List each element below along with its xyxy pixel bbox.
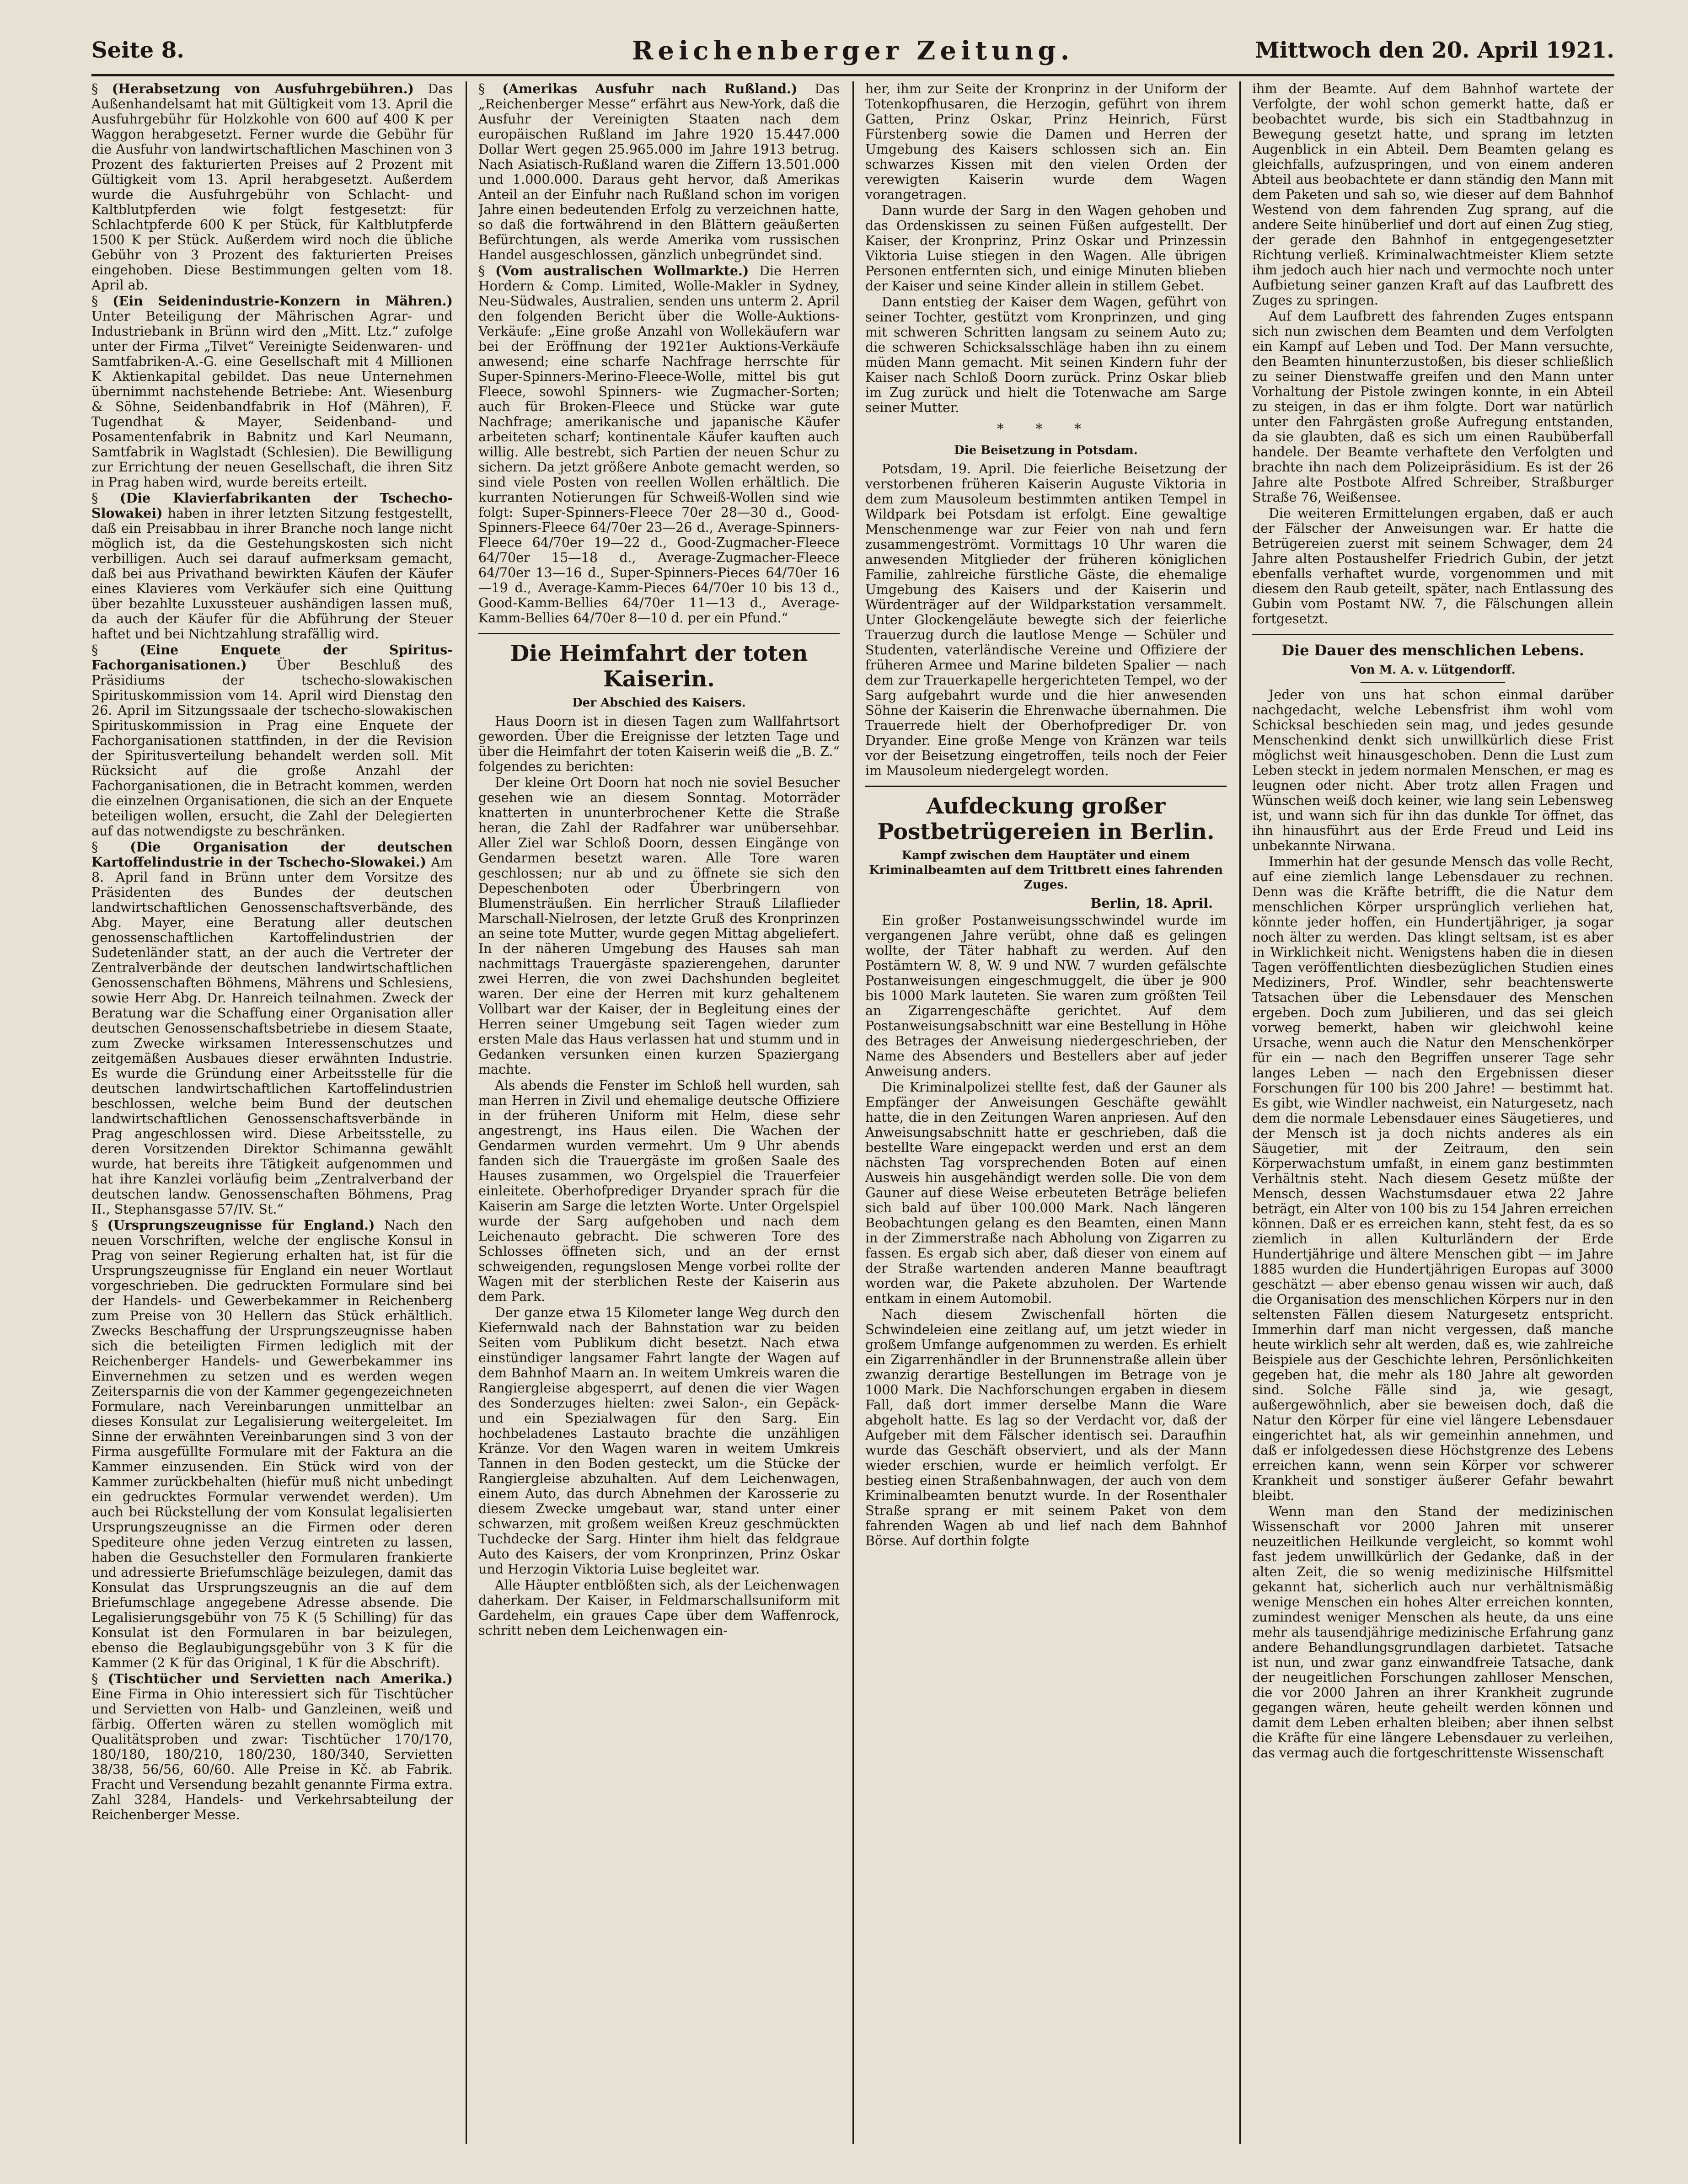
article-paragraph: Die weiteren Ermittelungen ergaben, daß er auch der Fälscher der Anweisungen war. Er hatte die Betrügereien zuerst mit seinem Schwager, dem 24 Jahre alten Postaushelfer Friedrich Gubin, der jetzt ebenfalls verhaftet wurde, vorgenommen und mit diesem den Raub geteilt, später, nach Entlassung des Gubin vom Postamt NW. 7, die Fälschungen allein fortgesetzt.: [1252, 506, 1613, 626]
article-subhead: Der Abschied des Kaisers.: [572, 696, 746, 710]
item-keyword: (Herabsetzung von Ausfuhrgebühren.): [112, 81, 414, 96]
item-keyword: (Vom australischen Wollmarkte.): [495, 263, 749, 278]
news-item: § (Amerikas Ausfuhr nach Rußland.) Das „Reichenberger Messe“ erfährt aus New-York, daß die Ausfuhr der Vereinigten Staaten nach dem europäischen Rußland im Jahre 1920 15.447.000 Dollar Wert gegen 25.965.000 im Jahre 1913 betrug. Nach Asiatisch-Rußland waren die Ziffern 13.501.000 und 1.000.000. Daraus geht hervor, daß Amerikas Anteil an der Einfuhr nach Rußland schon im vorigen Jahre einen bedeutenden Erfolg zu verzeichnen hatte, so daß die fortwährend in den Blättern geäußerten Befürchtungen, als werde Amerika vom russischen Handel ausgeschlossen, gänzlich unbegründet sind.: [478, 81, 840, 262]
article-paragraph: ihm der Beamte. Auf dem Bahnhof wartete der Verfolgte, der wohl schon gemerkt hatte, daß er beobachtet wurde, bis sich ein Stadtbahnzug in Bewegung gesetzt hatte, und sprang im letzten Augenblick in ein Abteil. Dem Beamten gelang es gleichfalls, aufzuspringen, und von einem anderen Abteil aus beobachtete er dann ständig den Mann mit dem Paketen und sah so, wie dieser auf dem Bahnhof Westend von dem fahrenden Zug sprang, auf die andere Seite hinüberlief und dort auf einen Zug stieg, der gerade den Bahnhof in entgegengesetzter Richtung verließ. Kriminalwachtmeister Kliem setzte ihm jedoch auch hier nach und vermochte noch unter Aufbietung seiner ganzen Kraft auf das Laufbrett des Zuges zu springen.: [1252, 81, 1613, 308]
newspaper-page: [91, 32, 1614, 2163]
item-text: Das „Reichenberger Messe“ erfährt aus New-York, daß die Ausfuhr der Vereinigten Staaten nach dem europäischen Rußland im Jahre 1920 15.447.000 Dollar Wert gegen 25.965.000 im Jahre 1913 betrug. Nach Asiatisch-Rußland waren die Ziffern 13.501.000 und 1.000.000. Daraus geht hervor, daß Amerikas Anteil an der Einfuhr nach Rußland schon im vorigen Jahre einen bedeutenden Erfolg zu verzeichnen hatte, so daß die fortwährend in den Blättern geäußerten Befürchtungen, als werde Amerika vom russischen Handel ausgeschlossen, gänzlich unbegründet sind.: [478, 81, 840, 262]
column-rule: [852, 81, 854, 2144]
article-separator: [1252, 634, 1613, 635]
byline-rule: [1361, 682, 1505, 683]
article-paragraph: Auf dem Laufbrett des fahrenden Zuges entspann sich nun zwischen dem Beamten und dem Verfolgten ein Kampf auf Leben und Tod. Der Mann versuchte, den Beamten hinunterzustoßen, bis dieser schließlich zu seiner Dienstwaffe greifen und den Mann unter Vorhaltung der Pistole zwingen konnte, in ein Abteil zu steigen, in das er ihm folgte. Dort war natürlich unter den Fahrgästen große Aufregung entstanden, da sie glaubten, daß es sich um einen Raubüberfall handele. Der Beamte verhaftete den Verfolgten und brachte ihn nach dem Polizeipräsidium. Es ist der 26 Jahre alte Postbote Alfred Schreiber, Straßburger Straße 76, Weißensee.: [1252, 309, 1613, 505]
column-rule: [1239, 81, 1241, 2144]
column-2: [478, 81, 840, 2144]
news-item: § (Ein Seidenindustrie-Konzern in Mähren.) Unter Beteiligung der Mährischen Agrar- und Industriebank in Brünn wird den „Mitt. Ltz.“ zufolge unter der Firma „Tilvet“ Vereinigte Seidenwaren- und Samtfabriken-A.-G. eine Gesellschaft mit 4 Millionen K Aktienkapital gebildet. Das neue Unternehmen übernimmt nachstehende Betriebe: Ant. Wiesenburg & Söhne, Seidenbandfabrik in Hof (Mähren), F. Tugendhat & Mayer, Seidenband- und Posamentenfabrik in Babnitz und Karl Neumann, Samtfabrik in Waglstadt (Schlesien). Die Bewilligung zur Errichtung der neuen Gesellschaft, die ihren Sitz in Prag haben wird, wurde bereits erteilt.: [91, 293, 453, 490]
article-paragraph: Der ganze etwa 15 Kilometer lange Weg durch den Kiefernwald nach der Bahnstation war zu beiden Seiten vom Publikum dicht besetzt. Nach etwa einstündiger langsamer Fahrt langte der Wagen auf dem Bahnhof Maarn an. In weitem Umkreis waren die Rangiergleise abgesperrt, auf denen die vier Wagen des Sonderzuges hielten: zwei Salon-, ein Gepäck- und ein Spezialwagen für den Sarg. Ein hochbeladenes Lastauto brachte die unzähligen Kränze. Vor den Wagen waren in weitem Umkreis Tannen in den Boden gesteckt, um die Stücke der Rangiergleise abzuhalten. Auf dem Leichenwagen, einem Auto, das durch Abnehmen der Karosserie zu diesem Zwecke umgebaut war, stand unter einer schwarzen, mit großem weißen Kreuz geschmückten Tuchdecke der Sarg. Hinter ihm hielt das feldgraue Auto des Kaisers, der vom Kronprinzen, Prinz Oskar und Herzogin Viktoria Luise begleitet war.: [478, 1305, 840, 1577]
masthead: [91, 32, 1614, 69]
dateline: Berlin, 18. April.: [1090, 895, 1213, 911]
article-paragraph: her, ihm zur Seite der Kronprinz in der Uniform der Totenkopfhusaren, die Herzogin, geführt von ihrem Gatten, Prinz Oskar, Prinz Heinrich, Fürst Fürstenberg sowie die Damen und Herren der Umgebung des Kaisers schlossen sich an. Ein schwarzes Kissen mit den vielen Orden der verewigten Kaiserin wurde dem Wagen vorangetragen.: [865, 81, 1227, 202]
article-paragraph: Nach diesem Zwischenfall hörten die Schwindeleien eine zeitlang auf, um jetzt wieder in großem Umfange aufgenommen zu werden. Es erhielt ein Zigarrenhändler in der Brunnenstraße allein über zwanzig derartige Bestellungen im Betrage von je 1000 Mark. Die Nachforschungen ergaben in diesem Fall, daß dort immer derselbe Mann die Ware abgeholt hatte. Es lag so der Verdacht vor, daß der Aufgeber mit dem Fälscher identisch sei. Daraufhin wurde das Geschäft observiert, und als der Mann wieder erschien, wurde er heimlich verfolgt. Er bestieg einen Straßenbahnwagen, der auch von dem Kriminalbeamten benutzt wurde. In der Rosenthaler Straße sprang er mit seinem Paket von dem fahrenden Wagen ab und lief nach dem Bahnhof Börse. Auf dorthin folgte: [865, 1307, 1227, 1548]
column-3: [865, 81, 1227, 2144]
article-paragraph: Ein großer Postanweisungsschwindel wurde im vergangenen Jahre verübt, ohne daß es gelingen wollte, der Täter habhaft zu werden. Auf den Postämtern W. 8, W. 9 und NW. 7 wurden gefälschte Postanweisungen eingeschmuggelt, die über je 900 bis 1000 Mark lauteten. Sie waren zum größten Teil an Zigarrengeschäfte gerichtet. Auf dem Postanweisungsabschnitt war eine Bestellung in Höhe des Betrages der Anweisung niedergeschrieben, der Name des Absenders und Bestellers aber auf jeder Anweisung anders.: [865, 913, 1227, 1079]
issue-date: Mittwoch den 20. April 1921.: [1255, 37, 1614, 63]
article-headline: Die Dauer des menschlichen Lebens.: [1281, 642, 1584, 659]
item-keyword: (Ursprungszeugnisse für England.): [107, 1217, 375, 1233]
page-number: Seite 8.: [91, 37, 184, 63]
item-keyword: (Tischtücher und Servietten nach Amerika.): [107, 1671, 453, 1686]
news-item: § (Eine Enquete der Spiritus-Fachorganisationen.) Über Beschluß des Präsidiums der tschecho-slowakischen Spirituskommission vom 14. April wird Dienstag den 26. April im Sitzungssaale der tschecho-slowakischen Spirituskommission in Prag eine Enquete der Fachorganisationen stattfinden, in der die Revision der Spiritusverteilung behandelt werden soll. Mit Rücksicht auf die große Anzahl der Fachorganisationen, die in Betracht kommen, werden die einzelnen Organisationen, die sich an der Enquete beteiligen wollen, ersucht, die Zahl der Delegierten auf das notwendigste zu beschränken.: [91, 642, 453, 839]
article-paragraph: Die Kriminalpolizei stellte fest, daß der Gauner als Empfänger der Anweisungen Geschäfte gewählt hatte, die in den Zeitungen Waren anpriesen. Auf den Anweisungsabschnitt hatte er geschrieben, daß die bestellte Ware eingepackt werden und erst an dem nächsten Tag vorsprechenden Boten auf einen Ausweis hin ausgehändigt werden solle. Die von dem Gauner auf diese Weise erbeuteten Beträge beliefen sich bald auf über 100.000 Mark. Nach längeren Beobachtungen gelang es den Beamten, einen Mann in der Zimmerstraße nach Abholung von Zigarren zu fassen. Es ergab sich aber, daß dieser von einem auf der Straße wartenden anderen Manne beauftragt worden war, die Pakete abzuholen. Der Wartende entkam in einem Automobil.: [865, 1080, 1227, 1306]
news-item: § (Die Klavierfabrikanten der Tschecho-Slowakei) haben in ihrer letzten Sitzung festgestellt, daß ein Preisabbau in ihrer Branche noch lange nicht möglich ist, da die Gestehungskosten sich nicht verbilligen. Auch sei darauf aufmerksam gemacht, daß bei aus Privathand bewirkten Käufen der Käufer eines Klavieres vom Verkäufer sich eine Quittung über bezahlte Luxussteuer aushändigen lassen muß, da auch der Käufer für die Abführung der Steuer haftet und bei Nichtzahlung strafällig wird.: [91, 490, 453, 642]
item-text: Nach den neuen Vorschriften, welche der englische Konsul in Prag von seiner Regierung erhalten hat, ist für die Ursprungszeugnisse für England ein neuer Wortlaut vorgeschrieben. Die gedruckten Formulare sind bei der Handels- und Gewerbekammer in Reichenberg zum Preise von 30 Hellern das Stück erhältlich. Zwecks Beschaffung der Ursprungszeugnisse haben sich die beteiligten Firmen lediglich mit der Reichenberger Handels- und Gewerbekammer ins Einvernehmen zu setzen und es werden wegen Zeitersparnis die von der Kammer gegengezeichneten Formulare, nach Vereinbarungen unmittelbar an dieses Konsulat zur Legalisierung weitergeleitet. Im Sinne der erwähnten Vereinbarungen sind 3 von der Firma ausgefüllte Formulare mit der Faktura an die Kammer einzusenden. Ein Stück wird von der Kammer zurückbehalten (hiefür muß nicht unbedingt ein gedrucktes Formular verwendet werden). Um auch bei Rückstellung der vom Konsulat legalisierten Ursprungszeugnisse an die Firmen oder deren Spediteure ohne jeden Verzug eintreten zu lassen, haben die Gesuchsteller den Formularen frankierte und adressierte Briefumschläge beizulegen, damit das Konsulat das Ursprungszeugnis an die auf dem Briefumschlage angegebene Adresse absende. Die Legalisierungsgebühr von 75 K (5 Schilling) für das Konsulat ist den Formularen in bar beizulegen, ebenso die Beglaubigungsgebühr von 3 K für die Kammer (2 K für das Original, 1 K für die Abschrift).: [91, 1218, 453, 1670]
item-keyword: (Die Klavierfabrikanten der Tschecho-Slowakei): [91, 490, 453, 521]
item-text: Das Außenhandelsamt hat mit Gültigkeit vom 13. April die Ausfuhrgebühr für Holzkohle von 600 auf 400 K per Waggon herabgesetzt. Ferner wurde die Gebühr für die Ausfuhr von landwirtschaftlichen Maschinen von 3 Prozent des fakturierten Preises auf 2 Prozent mit Gültigkeit vom 13. April herabgesetzt. Außerdem wurde die Ausfuhrgebühr von Schlacht- und Kaltblutpferden wie folgt festgesetzt: für Schlachtpferde 600 K per Stück, für Kaltblutpferde 1500 K per Stück. Außerdem wird noch die übliche Gebühr von 3 Prozent des fakturierten Preises eingehoben. Diese Bestimmungen gelten vom 18. April ab.: [91, 81, 453, 293]
article-paragraph: Potsdam, 19. April. Die feierliche Beisetzung der verstorbenen früheren Kaiserin Auguste Viktoria in dem zum Mausoleum bestimmten antiken Tempel in Wildpark bei Potsdam ist erfolgt. Eine gewaltige Menschenmenge war zur Feier von nah und fern zusammengeströmt. Vormittags 10 Uhr waren die anwesenden Mitglieder der früheren königlichen Familie, zahlreiche fürstliche Gäste, die ehemalige Umgebung des Kaisers und der Kaiserin und Würdenträger auf der Wildparkstation versammelt. Unter Glockengeläute bewegte sich der feierliche Trauerzug durch die lautlose Menge — Schüler und Studenten, vaterländische Vereine und Offiziere der früheren Armee und Marine bildeten Spalier — nach dem zur Trauerkapelle hergerichteten Tempel, wo der Sarg aufgebahrt wurde und die hier anwesenden Söhne der Kaiserin die Ehrenwache übernahmen. Die Trauerrede hielt der Oberhofprediger Dr. von Dryander. Eine große Menge von Kränzen war teils vor der Beisetzung eingetroffen, teils noch der Feier im Mausoleum niedergelegt worden.: [865, 461, 1227, 778]
article-separator: [478, 633, 840, 634]
news-item: § (Tischtücher und Servietten nach Amerika.) Eine Firma in Ohio interessiert sich für Tischtücher und Servietten von Halb- und Ganzleinen, weiß und färbig. Offerten wären zu stellen womöglich mit Qualitätsproben und zwar: Tischtücher 170/170, 180/180, 180/210, 180/230, 180/340, Servietten 38/38, 56/56, 60/60. Alle Preise in Kč. ab Fabrik. Fracht und Versendung bezahlt genannte Firma extra. Zahl 3284, Handels- und Verkehrsabteilung der Reichenberger Messe.: [91, 1671, 453, 1822]
article-byline: Von M. A. v. Lütgendorff.: [1350, 663, 1516, 677]
item-text: Über Beschluß des Präsidiums der tschecho-slowakischen Spirituskommission vom 14. April wird Dienstag den 26. April im Sitzungssaale der tschecho-slowakischen Spirituskommission in Prag eine Enquete der Fachorganisationen stattfinden, in der die Revision der Spiritusverteilung behandelt werden soll. Mit Rücksicht auf die große Anzahl der Fachorganisationen, die in Betracht kommen, werden die einzelnen Organisationen, die sich an der Enquete beteiligen wollen, ersucht, die Zahl der Delegierten auf das notwendigste zu beschränken.: [91, 658, 453, 839]
article-paragraph: Haus Doorn ist in diesen Tagen zum Wallfahrtsort geworden. Über die Ereignisse der letzten Tage und über die Heimfahrt der toten Kaiserin weiß die „B. Z.“ folgendes zu berichten:: [478, 714, 840, 774]
article-paragraph: Dann wurde der Sarg in den Wagen gehoben und das Ordenskissen zu seinen Füßen aufgestellt. Der Kaiser, der Kronprinz, Prinz Oskar und Prinzessin Viktoria Luise stiegen in den Wagen. Alle übrigen Personen entfernten sich, und einige Minuten blieben der Kaiser und seine Kinder allein in stillem Gebet.: [865, 203, 1227, 294]
news-item: § (Die Organisation der deutschen Kartoffelindustrie in der Tschecho-Slowakei.) Am 8. April fand in Brünn unter dem Vorsitze des Präsidenten des Bundes der deutschen landwirtschaftlichen Genossenschaftsverbände, des Abg. Mayer, eine Beratung aller deutschen genossenschaftlichen Kartoffelindustrien der Sudetenländer statt, an der auch die Vertreter der Zentralverbände der deutschen landwirtschaftlichen Genossenschaften Böhmens, Mährens und Schlesiens, sowie Herr Abg. Dr. Hanreich teilnahmen. Zweck der Beratung war die Schaffung einer Organisation aller deutschen Genossenschaftsbetriebe in diesem Staate, zum Zwecke wirksamen Interessenschutzes und zeitgemäßen Ausbaues dieser erwähnten Industrie. Es wurde die Gründung einer Arbeitsstelle für die deutschen landwirtschaftlichen Kartoffelindustrien beschlossen, welche beim Bund der deutschen landwirtschaftlichen Genossenschaftsverbände in Prag angeschlossen wird. Diese Arbeitsstelle, zu deren Vorsitzenden Direktor Schimanna gewählt wurde, hat bereits ihre Tätigkeit aufgenommen und hat ihre Kanzlei vorläufig beim „Zentralverband der deutschen landw. Genossenschaften Böhmens, Prag II., Stephansgasse 57/IV. St.“: [91, 839, 453, 1217]
item-text: Eine Firma in Ohio interessiert sich für Tischtücher und Servietten von Halb- und Ganzleinen, weiß und färbig. Offerten wären zu stellen womöglich mit Qualitätsproben und zwar: Tischtücher 170/170, 180/180, 180/210, 180/230, 180/340, Servietten 38/38, 56/56, 60/60. Alle Preise in Kč. ab Fabrik. Fracht und Versendung bezahlt genannte Firma extra. Zahl 3284, Handels- und Verkehrsabteilung der Reichenberger Messe.: [91, 1686, 453, 1822]
masthead-rule: [91, 74, 1614, 76]
item-keyword: (Ein Seidenindustrie-Konzern in Mähren.): [113, 293, 453, 309]
item-keyword: (Amerikas Ausfuhr nach Rußland.): [502, 81, 798, 96]
section-stars: * * *: [997, 421, 1095, 437]
article-paragraph: Immerhin hat der gesunde Mensch das volle Recht, auf eine ziemlich lange Lebensdauer zu rechnen. Denn was die Kräfte betrifft, die die Natur dem menschlichen Körper ursprünglich verliehen hat, könnte jeder hoffen, ein Hundertjähriger, ja sogar noch älter zu werden. Das klingt seltsam, ist es aber in Wirklichkeit nicht. Wenigstens haben die in diesen Tagen veröffentlichten diesbezüglichen Studien eines Mediziners, Prof. Windler, sehr beachtenswerte Tatsachen über die Lebensdauer des Menschen ergeben. Doch zum Jubilieren, und das sei gleich vorweg bemerkt, haben wir gleichwohl keine Ursache, wenn auch die Natur den Menschenkörper für ein — nach den Begriffen unserer Tage sehr langes Leben — nach den Ergebnissen dieser Forschungen für 100 bis 200 Jahre! — bestimmt hat. Es gibt, wie Windler nachweist, ein Naturgesetz, nach dem die normale Lebensdauer eines Säugetieres, und der Mensch ist ja doch nichts anderes als ein Säugetier, mit der Zeitraum, den sein Körperwachstum umfaßt, in einem ganz bestimmten Verhältnis steht. Nach diesem Gesetz müßte der Mensch, dessen Wachstumsdauer etwa 22 Jahre beträgt, ein Alter von 100 bis zu 154 Jahren erreichen können. Daß er es erreichen kann, steht fest, da es so ziemlich in allen Kulturländern der Erde Hundertjährige und ältere Menschen gibt — im Jahre 1885 wurden die Hundertjährigen Europas auf 3000 geschätzt — aber ebenso genau wissen wir auch, daß die Organisation des menschlichen Körpers nur in den seltensten Fällen diesem Naturgesetz entspricht. Immerhin darf man nicht vergessen, daß manche heute wirklich sehr alt werden, daß es, wie zahlreiche Beispiele aus der Geschichte lehren, Persönlichkeiten gegeben hat, die mehr als 180 Jahre alt geworden sind. Solche Fälle sind ja, wie gesagt, außergewöhnlich, aber sie beweisen doch, daß die Natur den Körper für eine viel längere Lebensdauer eingerichtet hat, als wir gemeinhin annehmen, und daß er infolgedessen diese Höchstgrenze des Lebens erreichen kann, wenn sein Körper vor schwerer Krankheit und sonstiger äußerer Gefahr bewahrt bleibt.: [1252, 854, 1613, 1503]
item-text: Die Herren Hordern & Comp. Limited, Wolle-Makler in Sydney, Neu-Südwales, Australien, senden uns unterm 2. April den folgenden Bericht über die Wolle-Auktions-Verkäufe: „Eine große Anzahl von Wollekäufern war bei der Eröffnung der 1921er Auktions-Verkäufe anwesend; eine scharfe Nachfrage herrschte für Super-Spinners-Merino-Fleece-Wolle, mittel bis gut Fleece, sowohl Spinners- wie Zugmacher-Sorten; auch für Broken-Fleece und Stücke war gute Nachfrage; amerikanische und japanische Käufer arbeiteten scharf; kontinentale Käufer kauften auch willig. Alle bestrebt, sich Partien der neuen Schur zu sichern. Da jetzt größere Anbote gemacht werden, so sind viele Posten von reellen Wollen erhältlich. Die kurranten Notierungen für Schweiß-Wollen sind wie folgt: Super-Spinners-Fleece 70er 28—30 d., Good-Spinners-Fleece 64/70er 23—26 d., Average-Spinners-Fleece 64/70er 19—22 d., Good-Zugmacher-Fleece 64/70er 15—18 d., Average-Zugmacher-Fleece 64/70er 13—16 d., Super-Spinners-Pieces 64/70er 16—19 d., Average-Kamm-Pieces 64/70er 10 bis 13 d., Good-Kamm-Bellies 64/70er 11—13 d., Average-Kamm-Bellies 64/70er 8—10 d. per ein Pfund.“: [478, 263, 840, 626]
item-keyword: (Die Organisation der deutschen Kartoffelindustrie in der Tschecho-Slowakei.): [91, 839, 453, 870]
article-paragraph: Jeder von uns hat schon einmal darüber nachgedacht, welche Lebensfrist ihm wohl vom Schicksal beschieden sein mag, und jedes gesunde Menschenkind denkt sich unwillkürlich diese Frist möglichst weit hinausgeschoben. Denn die Lust zum Leben steckt in jedem normalen Menschen, er mag es leugnen oder nicht. Aber trotz allen Fragen und Wünschen weiß doch keiner, wie lang sein Lebensweg ist, und wann sich für ihn das dunkle Tor öffnet, das ihn hinausführt aus der Erde Freud und Leid ins unbekannte Nirwana.: [1252, 687, 1613, 853]
article-paragraph: Alle Häupter entblößten sich, als der Leichenwagen daherkam. Der Kaiser, in Feldmarschallsuniform mit Gardehelm, ein graues Cape über dem Waffenrock, schritt neben dem Leichenwagen ein-: [478, 1578, 840, 1638]
article-headline: Die Heimfahrt der toten Kaiserin.: [510, 641, 808, 692]
column-4: [1252, 81, 1613, 2144]
item-text: Unter Beteiligung der Mährischen Agrar- und Industriebank in Brünn wird den „Mitt. Ltz.“ zufolge unter der Firma „Tilvet“ Vereinigte Seidenwaren- und Samtfabriken-A.-G. eine Gesellschaft mit 4 Millionen K Aktienkapital gebildet. Das neue Unternehmen übernimmt nachstehende Betriebe: Ant. Wiesenburg & Söhne, Seidenbandfabrik in Hof (Mähren), F. Tugendhat & Mayer, Seidenband- und Posamentenfabrik in Babnitz und Karl Neumann, Samtfabrik in Waglstadt (Schlesien). Die Bewilligung zur Errichtung der neuen Gesellschaft, die ihren Sitz in Prag haben wird, wurde bereits erteilt.: [91, 309, 453, 490]
news-item: § (Vom australischen Wollmarkte.) Die Herren Hordern & Comp. Limited, Wolle-Makler in Sydney, Neu-Südwales, Australien, senden uns unterm 2. April den folgenden Bericht über die Wolle-Auktions-Verkäufe: „Eine große Anzahl von Wollekäufern war bei der Eröffnung der 1921er Auktions-Verkäufe anwesend; eine scharfe Nachfrage herrschte für Super-Spinners-Merino-Fleece-Wolle, mittel bis gut Fleece, sowohl Spinners- wie Zugmacher-Sorten; auch für Broken-Fleece und Stücke war gute Nachfrage; amerikanische und japanische Käufer arbeiteten scharf; kontinentale Käufer kauften auch willig. Alle bestrebt, sich Partien der neuen Schur zu sichern. Da jetzt größere Anbote gemacht werden, so sind viele Posten von reellen Wollen erhältlich. Die kurranten Notierungen für Schweiß-Wollen sind wie folgt: Super-Spinners-Fleece 70er 28—30 d., Good-Spinners-Fleece 64/70er 23—26 d., Average-Spinners-Fleece 64/70er 19—22 d., Good-Zugmacher-Fleece 64/70er 15—18 d., Average-Zugmacher-Fleece 64/70er 13—16 d., Super-Spinners-Pieces 64/70er 16—19 d., Average-Kamm-Pieces 64/70er 10 bis 13 d., Good-Kamm-Bellies 64/70er 11—13 d., Average-Kamm-Bellies 64/70er 8—10 d. per ein Pfund.“: [478, 263, 840, 626]
news-item: § (Herabsetzung von Ausfuhrgebühren.) Das Außenhandelsamt hat mit Gültigkeit vom 13. April die Ausfuhrgebühr für Holzkohle von 600 auf 400 K per Waggon herabgesetzt. Ferner wurde die Gebühr für die Ausfuhr von landwirtschaftlichen Maschinen von 3 Prozent des fakturierten Preises auf 2 Prozent mit Gültigkeit vom 13. April herabgesetzt. Außerdem wurde die Ausfuhrgebühr von Schlacht- und Kaltblutpferden wie folgt festgesetzt: für Schlachtpferde 600 K per Stück, für Kaltblutpferde 1500 K per Stück. Außerdem wird noch die übliche Gebühr von 3 Prozent des fakturierten Preises eingehoben. Diese Bestimmungen gelten vom 18. April ab.: [91, 81, 453, 293]
article-subhead: Kampf zwischen dem Hauptäter und einem Kriminalbeamten auf dem Trittbrett eines fahrenden Zuges.: [869, 849, 1223, 892]
article-subhead: Die Beisetzung in Potsdam.: [954, 444, 1138, 457]
item-keyword: (Eine Enquete der Spiritus-Fachorganisationen.): [91, 642, 453, 673]
news-item: § (Ursprungszeugnisse für England.) Nach den neuen Vorschriften, welche der englische Konsul in Prag von seiner Regierung erhalten hat, ist für die Ursprungszeugnisse für England ein neuer Wortlaut vorgeschrieben. Die gedruckten Formulare sind bei der Handels- und Gewerbekammer in Reichenberg zum Preise von 30 Hellern das Stück erhältlich. Zwecks Beschaffung der Ursprungszeugnisse haben sich die beteiligten Firmen lediglich mit der Reichenberger Handels- und Gewerbekammer ins Einvernehmen zu setzen und es werden wegen Zeitersparnis die von der Kammer gegengezeichneten Formulare, nach Vereinbarungen unmittelbar an dieses Konsulat zur Legalisierung weitergeleitet. Im Sinne der erwähnten Vereinbarungen sind 3 von der Firma ausgefüllte Formulare mit der Faktura an die Kammer einzusenden. Ein Stück wird von der Kammer zurückbehalten (hiefür muß nicht unbedingt ein gedrucktes Formular verwendet werden). Um auch bei Rückstellung der vom Konsulat legalisierten Ursprungszeugnisse an die Firmen oder deren Spediteure ohne jeden Verzug eintreten zu lassen, haben die Gesuchsteller den Formularen frankierte und adressierte Briefumschläge beizulegen, damit das Konsulat das Ursprungszeugnis an die auf dem Briefumschlage angegebene Adresse absende. Die Legalisierungsgebühr von 75 K (5 Schilling) für das Konsulat ist den Formularen in bar beizulegen, ebenso die Beglaubigungsgebühr von 3 K für die Kammer (2 K für das Original, 1 K für die Abschrift).: [91, 1217, 453, 1670]
column-1: [91, 81, 453, 2144]
article-paragraph: Dann entstieg der Kaiser dem Wagen, geführt von seiner Tochter, gestützt vom Kronprinzen, und ging mit schweren Schritten langsam zu seinem Auto zu; die schweren Schicksalsschläge haben ihn zu einem müden Mann gemacht. Mit seinen Kindern fuhr der Kaiser nach Schloß Doorn zurück. Prinz Oskar blieb im Zug zurück und hielt die Totenwache am Sarge seiner Mutter.: [865, 294, 1227, 415]
item-text: Am 8. April fand in Brünn unter dem Vorsitze des Präsidenten des Bundes der deutschen landwirtschaftlichen Genossenschaftsverbände, des Abg. Mayer, eine Beratung aller deutschen genossenschaftlichen Kartoffelindustrien der Sudetenländer statt, an der auch die Vertreter der Zentralverbände der deutschen landwirtschaftlichen Genossenschaften Böhmens, Mährens und Schlesiens, sowie Herr Abg. Dr. Hanreich teilnahmen. Zweck der Beratung war die Schaffung einer Organisation aller deutschen Genossenschaftsbetriebe in diesem Staate, zum Zwecke wirksamen Interessenschutzes und zeitgemäßen Ausbaues dieser erwähnten Industrie. Es wurde die Gründung einer Arbeitsstelle für die deutschen landwirtschaftlichen Kartoffelindustrien beschlossen, welche beim Bund der deutschen landwirtschaftlichen Genossenschaftsverbände in Prag angeschlossen wird. Diese Arbeitsstelle, zu deren Vorsitzenden Direktor Schimanna gewählt wurde, hat bereits ihre Tätigkeit aufgenommen und hat ihre Kanzlei vorläufig beim „Zentralverband der deutschen landw. Genossenschaften Böhmens, Prag II., Stephansgasse 57/IV. St.“: [91, 855, 453, 1217]
article-paragraph: Wenn man den Stand der medizinischen Wissenschaft vor 2000 Jahren mit unserer neuzeitlichen Heilkunde vergleicht, so kommt wohl fast jedem unwillkürlich der Gedanke, daß in der alten Zeit, die so wenig medizinische Hilfsmittel gekannt hat, sicherlich auch nur verhältnismäßig wenige Menschen ein hohes Alter erreichen konnten, zumindest weniger Menschen als heute, da uns eine mehr als tausendjährige medizinische Erfahrung ganz andere Behandlungsgrundlagen darbietet. Tatsache ist nun, und zwar ganz einwandfreie Tatsache, dank der neugeitlichen Forschungen zahlloser Menschen, die vor 2000 Jahren an ihrer Krankheit zugrunde gegangen wären, heute geheilt werden können und damit dem Leben erhalten bleiben; aber ihnen selbst die Kräfte für eine längere Lebensdauer zu verleihen, das vermag auch die fortgeschrittenste Wissenschaft: [1252, 1504, 1613, 1761]
article-paragraph: Als abends die Fenster im Schloß hell wurden, sah man Herren in Zivil und ehemalige deutsche Offiziere in der früheren Uniform mit Helm, diese sehr angestrengt, ins Haus eilen. Die Wachen der Gendarmen wurden vermehrt. Um 9 Uhr abends fanden sich die Trauergäste im großen Saale des Hauses zusammen, wo Orgelspiel die Trauerfeier einleitete. Oberhofprediger Dryander sprach für die Kaiserin am Sarge die letzten Worte. Unter Orgelspiel wurde der Sarg aufgehoben und nach dem Leichenauto gebracht. Die schweren Tore des Schlosses öffneten sich, und an der ernst schweigenden, regungslosen Menge vorbei rollte der Wagen mit der sterblichen Reste der Kaiserin aus dem Park.: [478, 1078, 840, 1304]
article-paragraph: Der kleine Ort Doorn hat noch nie soviel Besucher gesehen wie an diesem Sonntag. Motorräder knatterten in ununterbrochener Kette die Straße heran, die Zahl der Radfahrer war unübersehbar. Aller Ziel war Schloß Doorn, dessen Eingänge von Gendarmen besetzt waren. Alle Tore waren geschlossen; nur ab und zu öffnete sie sich den Depeschenboten oder Überbringern von Blumensträußen. Ein herrlicher Strauß Lilaflieder Marschall-Nielrosen, der letzte Gruß des Kronprinzen an seine tote Mutter, wurde gegen Mittag abgeliefert. In der näheren Umgebung des Hauses sah man nachmittags Trauergäste spazierengehen, darunter zwei Herren, die von zwei Dachshunden begleitet waren. Der eine der Herren mit kurz gehaltenem Vollbart war der Kaiser, der in Begleitung eines der Herren seiner Umgebung seit Tagen wieder zum ersten Male das Haus verlassen hat und stumm und in Gedanken versunken einen kurzen Spaziergang machte.: [478, 775, 840, 1077]
article-separator: [865, 786, 1227, 787]
newspaper-title: Reichenberger Zeitung.: [632, 36, 1074, 66]
item-text: haben in ihrer letzten Sitzung festgestellt, daß ein Preisabbau in ihrer Branche noch lange nicht möglich ist, da die Gestehungskosten sich nicht verbilligen. Auch sei darauf aufmerksam gemacht, daß bei aus Privathand bewirkten Käufen der Käufer eines Klavieres vom Verkäufer sich eine Quittung über bezahlte Luxussteuer aushändigen lassen muß, da auch der Käufer für die Abführung der Steuer haftet und bei Nichtzahlung strafällig wird.: [91, 506, 453, 642]
column-rule: [466, 81, 467, 2144]
article-headline: Aufdeckung großer Postbetrügereien in Berlin.: [877, 793, 1215, 845]
